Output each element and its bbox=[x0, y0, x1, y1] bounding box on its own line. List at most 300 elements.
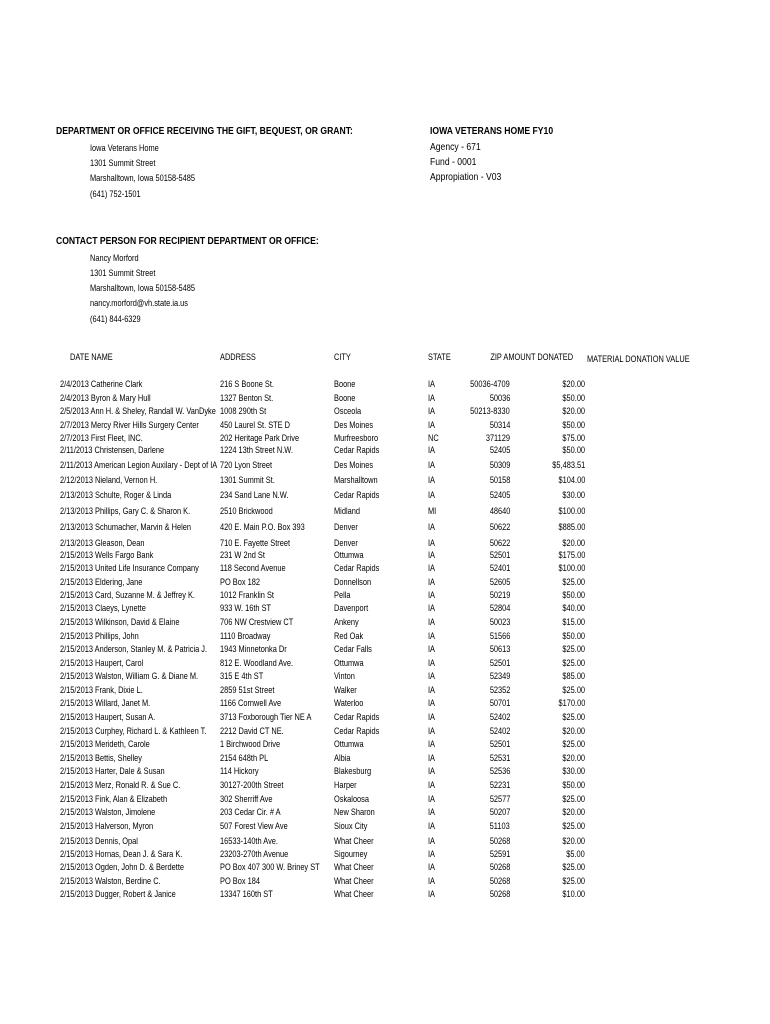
row-address: 720 Lyon Street bbox=[220, 460, 273, 471]
row-address: 1943 Minnetonka Dr bbox=[220, 644, 287, 655]
row-state: IA bbox=[428, 876, 436, 887]
row-state: IA bbox=[428, 685, 436, 696]
row-date: 2/15/2013 bbox=[60, 807, 93, 818]
row-address: 16533-140th Ave. bbox=[220, 836, 278, 847]
row-city: Denver bbox=[334, 522, 358, 533]
row-zip: 50622 bbox=[489, 522, 510, 533]
row-city: What Cheer bbox=[334, 889, 374, 900]
row-amount: $85.00 bbox=[562, 671, 585, 682]
row-date-name bbox=[60, 506, 190, 517]
row-amount: $20.00 bbox=[562, 406, 585, 417]
row-state: IA bbox=[428, 550, 436, 561]
row-amount: $175.00 bbox=[558, 550, 585, 561]
row-date-name bbox=[60, 563, 199, 574]
row-amount: $75.00 bbox=[562, 433, 585, 444]
row-zip: 52231 bbox=[489, 780, 510, 791]
row-state: IA bbox=[428, 766, 436, 777]
row-amount: $30.00 bbox=[562, 766, 585, 777]
row-date-name bbox=[60, 685, 143, 696]
row-name: United Life Insurance Company bbox=[95, 563, 199, 574]
row-date: 2/15/2013 bbox=[60, 739, 93, 750]
row-zip: 52804 bbox=[489, 603, 510, 614]
row-date: 2/15/2013 bbox=[60, 753, 93, 764]
row-date-name bbox=[60, 379, 142, 390]
row-name: American Legion Auxilary - Dept of IA bbox=[94, 460, 218, 471]
row-date-name bbox=[60, 821, 153, 832]
row-address: 1110 Broadway bbox=[220, 631, 271, 642]
row-address: 231 W 2nd St bbox=[220, 550, 265, 561]
row-date: 2/15/2013 bbox=[60, 644, 93, 655]
row-state: IA bbox=[428, 406, 436, 417]
row-state: IA bbox=[428, 522, 436, 533]
column-header-material: MATERIAL DONATION VALUE bbox=[587, 354, 690, 365]
row-zip: 52405 bbox=[489, 490, 510, 501]
row-zip: 50158 bbox=[489, 475, 510, 486]
row-date: 2/13/2013 bbox=[60, 538, 93, 549]
row-date-name bbox=[60, 794, 167, 805]
row-date-name bbox=[60, 889, 176, 900]
row-amount: $40.00 bbox=[562, 603, 585, 614]
row-date: 2/15/2013 bbox=[60, 550, 93, 561]
row-city: Ottumwa bbox=[334, 658, 364, 669]
agency-line: Fund - 0001 bbox=[430, 156, 477, 168]
row-date: 2/12/2013 bbox=[60, 475, 93, 486]
row-zip: 51103 bbox=[489, 821, 510, 832]
row-address: 23203-270th Avenue bbox=[220, 849, 289, 860]
row-name: Schulte, Roger & Linda bbox=[95, 490, 172, 501]
contact-line: nancy.morford@vh.state.ia.us bbox=[90, 298, 188, 309]
row-zip: 50622 bbox=[489, 538, 510, 549]
row-amount: $25.00 bbox=[562, 712, 585, 723]
row-name: Walston, William G. & Diane M. bbox=[95, 671, 199, 682]
row-name: Nieland, Vernon H. bbox=[95, 475, 158, 486]
row-city: Des Moines bbox=[334, 460, 374, 471]
recipient-line: (641) 752-1501 bbox=[90, 189, 141, 200]
row-city: What Cheer bbox=[334, 876, 374, 887]
row-amount: $885.00 bbox=[558, 522, 585, 533]
column-header-zip-amount: ZIP AMOUNT DONATED bbox=[490, 352, 573, 363]
row-name: Wilkinson, David & Elaine bbox=[95, 617, 180, 628]
row-name: Bettis, Shelley bbox=[95, 753, 142, 764]
row-amount: $30.00 bbox=[562, 490, 585, 501]
row-name: Harter, Dale & Susan bbox=[95, 766, 165, 777]
contact-heading: CONTACT PERSON FOR RECIPIENT DEPARTMENT OR OFFICE: bbox=[56, 235, 319, 247]
row-date-name bbox=[60, 739, 150, 750]
row-state: IA bbox=[428, 475, 436, 486]
row-date: 2/15/2013 bbox=[60, 617, 93, 628]
row-date: 2/15/2013 bbox=[60, 671, 93, 682]
row-city: Denver bbox=[334, 538, 358, 549]
row-state: IA bbox=[428, 698, 436, 709]
row-date-name bbox=[60, 550, 153, 561]
column-header-state: STATE bbox=[428, 352, 451, 363]
recipient-line: Iowa Veterans Home bbox=[90, 143, 159, 154]
row-date-name bbox=[60, 420, 199, 431]
row-zip: 52402 bbox=[489, 712, 510, 723]
row-zip: 50268 bbox=[489, 862, 510, 873]
row-state: IA bbox=[428, 393, 436, 404]
row-date: 2/15/2013 bbox=[60, 726, 93, 737]
row-zip: 50023 bbox=[489, 617, 510, 628]
row-amount: $25.00 bbox=[562, 821, 585, 832]
column-header-city: CITY bbox=[334, 352, 351, 363]
row-date: 2/7/2013 bbox=[60, 433, 89, 444]
row-zip: 52531 bbox=[489, 753, 510, 764]
row-address: 114 Hickory bbox=[220, 766, 259, 777]
row-zip: 50314 bbox=[489, 420, 510, 431]
row-name: Mercy River Hills Surgery Center bbox=[90, 420, 199, 431]
row-address: 216 S Boone St. bbox=[220, 379, 274, 390]
row-date-name bbox=[60, 445, 164, 456]
row-address: 420 E. Main P.O. Box 393 bbox=[220, 522, 305, 533]
row-city: Marshalltown bbox=[334, 475, 378, 486]
row-date-name bbox=[60, 590, 195, 601]
row-zip: 50036-4709 bbox=[470, 379, 510, 390]
row-address: 710 E. Fayette Street bbox=[220, 538, 291, 549]
row-state: IA bbox=[428, 753, 436, 764]
row-state: IA bbox=[428, 889, 436, 900]
row-address: PO Box 182 bbox=[220, 577, 260, 588]
row-name: Willard, Janet M. bbox=[95, 698, 151, 709]
row-amount: $20.00 bbox=[562, 538, 585, 549]
column-header-date-name: DATE NAME bbox=[70, 352, 113, 363]
row-amount: $50.00 bbox=[562, 590, 585, 601]
row-city: Harper bbox=[334, 780, 357, 791]
row-name: Schumacher, Marvin & Helen bbox=[95, 522, 191, 533]
row-amount: $25.00 bbox=[562, 862, 585, 873]
row-date: 2/13/2013 bbox=[60, 490, 93, 501]
row-date-name bbox=[60, 631, 139, 642]
row-amount: $25.00 bbox=[562, 739, 585, 750]
row-state: IA bbox=[428, 617, 436, 628]
row-amount: $25.00 bbox=[562, 876, 585, 887]
row-city: Walker bbox=[334, 685, 357, 696]
row-city: Blakesburg bbox=[334, 766, 372, 777]
recipient-line: 1301 Summit Street bbox=[90, 158, 156, 169]
row-city: Sigourney bbox=[334, 849, 368, 860]
row-amount: $5,483.51 bbox=[552, 460, 585, 471]
row-address: 812 E. Woodland Ave. bbox=[220, 658, 294, 669]
row-address: 13347 160th ST bbox=[220, 889, 273, 900]
row-zip: 52577 bbox=[489, 794, 510, 805]
row-address: 1008 290th St bbox=[220, 406, 267, 417]
row-date-name bbox=[60, 406, 216, 417]
contact-line: (641) 844-6329 bbox=[90, 314, 141, 325]
row-date: 2/15/2013 bbox=[60, 658, 93, 669]
row-name: Hornas, Dean J. & Sara K. bbox=[95, 849, 183, 860]
row-address: PO Box 184 bbox=[220, 876, 260, 887]
row-state: IA bbox=[428, 712, 436, 723]
row-address: 2510 Brickwood bbox=[220, 506, 273, 517]
row-zip: 52401 bbox=[489, 563, 510, 574]
row-date: 2/4/2013 bbox=[60, 379, 89, 390]
row-name: Phillips, Gary C. & Sharon K. bbox=[95, 506, 191, 517]
row-date: 2/15/2013 bbox=[60, 836, 93, 847]
row-city: Murfreesboro bbox=[334, 433, 379, 444]
agency-title: IOWA VETERANS HOME FY10 bbox=[430, 125, 554, 137]
row-city: Davenport bbox=[334, 603, 369, 614]
row-date-name bbox=[60, 433, 143, 444]
row-city: Waterloo bbox=[334, 698, 364, 709]
row-name: Claeys, Lynette bbox=[95, 603, 146, 614]
row-date: 2/15/2013 bbox=[60, 862, 93, 873]
row-name: Phillips, John bbox=[95, 631, 139, 642]
row-state: IA bbox=[428, 577, 436, 588]
row-date: 2/15/2013 bbox=[60, 889, 93, 900]
row-date: 2/11/2013 bbox=[60, 445, 93, 456]
row-zip: 50213-8330 bbox=[470, 406, 510, 417]
row-zip: 50268 bbox=[489, 889, 510, 900]
agency-line: Appropiation - V03 bbox=[430, 171, 502, 183]
row-city: What Cheer bbox=[334, 862, 374, 873]
row-date: 2/15/2013 bbox=[60, 698, 93, 709]
row-name: Walston, Berdine C. bbox=[95, 876, 161, 887]
row-city: Cedar Rapids bbox=[334, 726, 380, 737]
row-date-name bbox=[60, 836, 138, 847]
row-state: IA bbox=[428, 862, 436, 873]
row-state: IA bbox=[428, 671, 436, 682]
row-address: 1 Birchwood Drive bbox=[220, 739, 281, 750]
row-state: IA bbox=[428, 590, 436, 601]
row-state: IA bbox=[428, 490, 436, 501]
row-amount: $50.00 bbox=[562, 780, 585, 791]
row-zip: 50219 bbox=[489, 590, 510, 601]
row-name: Dugger, Robert & Janice bbox=[95, 889, 176, 900]
row-date: 2/15/2013 bbox=[60, 712, 93, 723]
row-name: Anderson, Stanley M. & Patricia J. bbox=[94, 644, 208, 655]
row-state: IA bbox=[428, 739, 436, 750]
row-date: 2/15/2013 bbox=[60, 685, 93, 696]
row-date-name bbox=[60, 753, 142, 764]
row-date: 2/5/2013 bbox=[60, 406, 89, 417]
row-date: 2/15/2013 bbox=[60, 876, 93, 887]
row-city: Oskaloosa bbox=[334, 794, 370, 805]
row-zip: 52501 bbox=[489, 658, 510, 669]
row-city: Cedar Rapids bbox=[334, 490, 380, 501]
row-state: IA bbox=[428, 379, 436, 390]
row-amount: $100.00 bbox=[558, 563, 585, 574]
row-address: 202 Heritage Park Drive bbox=[220, 433, 300, 444]
row-city: Osceola bbox=[334, 406, 362, 417]
row-name: Fink, Alan & Elizabeth bbox=[95, 794, 168, 805]
row-amount: $20.00 bbox=[562, 836, 585, 847]
row-zip: 50309 bbox=[489, 460, 510, 471]
row-state: NC bbox=[428, 433, 439, 444]
column-header-address: ADDRESS bbox=[220, 352, 256, 363]
row-date-name bbox=[60, 849, 182, 860]
row-name: Wells Fargo Bank bbox=[95, 550, 154, 561]
agency-line: Agency - 671 bbox=[430, 141, 481, 153]
row-amount: $10.00 bbox=[562, 889, 585, 900]
row-state: IA bbox=[428, 794, 436, 805]
row-city: Cedar Falls bbox=[334, 644, 372, 655]
row-date-name bbox=[60, 393, 151, 404]
row-state: IA bbox=[428, 780, 436, 791]
row-amount: $25.00 bbox=[562, 794, 585, 805]
row-city: Boone bbox=[334, 379, 356, 390]
row-name: Frank, Dixie L. bbox=[95, 685, 143, 696]
row-zip: 52349 bbox=[489, 671, 510, 682]
row-address: 1166 Cornwell Ave bbox=[220, 698, 282, 709]
row-date: 2/7/2013 bbox=[60, 420, 89, 431]
row-city: Cedar Rapids bbox=[334, 445, 380, 456]
row-amount: $20.00 bbox=[562, 807, 585, 818]
row-city: Pella bbox=[334, 590, 351, 601]
row-zip: 48640 bbox=[489, 506, 510, 517]
row-amount: $50.00 bbox=[562, 445, 585, 456]
row-name: Haupert, Carol bbox=[95, 658, 144, 669]
row-zip: 52536 bbox=[489, 766, 510, 777]
row-name: Gleason, Dean bbox=[95, 538, 145, 549]
row-address: 507 Forest View Ave bbox=[220, 821, 288, 832]
row-city: Ottumwa bbox=[334, 739, 364, 750]
row-state: IA bbox=[428, 658, 436, 669]
row-date: 2/15/2013 bbox=[60, 780, 93, 791]
row-name: Halverson, Myron bbox=[95, 821, 154, 832]
row-date-name bbox=[60, 780, 180, 791]
row-name: Curphey, Richard L. & Kathleen T. bbox=[95, 726, 207, 737]
row-date: 2/4/2013 bbox=[60, 393, 89, 404]
row-zip: 50036 bbox=[489, 393, 510, 404]
row-amount: $50.00 bbox=[562, 631, 585, 642]
row-address: 30127-200th Street bbox=[220, 780, 284, 791]
row-date-name bbox=[60, 862, 184, 873]
row-zip: 50613 bbox=[489, 644, 510, 655]
row-city: Vinton bbox=[334, 671, 355, 682]
row-zip: 52591 bbox=[489, 849, 510, 860]
row-amount: $50.00 bbox=[562, 393, 585, 404]
row-name: Byron & Mary Hull bbox=[90, 393, 151, 404]
row-city: Cedar Rapids bbox=[334, 563, 380, 574]
row-address: 2212 David CT NE. bbox=[220, 726, 284, 737]
row-name: Ogden, John D. & Berdette bbox=[95, 862, 185, 873]
row-date: 2/15/2013 bbox=[60, 794, 93, 805]
row-date: 2/15/2013 bbox=[60, 821, 93, 832]
row-date: 2/15/2013 bbox=[60, 766, 93, 777]
row-city: Ottumwa bbox=[334, 550, 364, 561]
row-amount: $25.00 bbox=[562, 577, 585, 588]
row-date-name bbox=[60, 671, 198, 682]
row-amount: $25.00 bbox=[562, 658, 585, 669]
row-state: IA bbox=[428, 807, 436, 818]
row-address: 234 Sand Lane N.W. bbox=[220, 490, 289, 501]
row-date-name bbox=[60, 617, 179, 628]
row-name: Dennis, Opal bbox=[95, 836, 138, 847]
row-zip: 51566 bbox=[489, 631, 510, 642]
row-name: Eldering, Jane bbox=[95, 577, 143, 588]
row-date-name bbox=[60, 577, 142, 588]
row-name: Catherine Clark bbox=[90, 379, 143, 390]
row-address: 2859 51st Street bbox=[220, 685, 275, 696]
row-date: 2/15/2013 bbox=[60, 603, 93, 614]
row-state: IA bbox=[428, 445, 436, 456]
row-state: IA bbox=[428, 726, 436, 737]
row-city: Red Oak bbox=[334, 631, 364, 642]
row-date-name bbox=[60, 603, 146, 614]
row-state: IA bbox=[428, 420, 436, 431]
row-city: Sioux City bbox=[334, 821, 368, 832]
row-address: 315 E 4th ST bbox=[220, 671, 264, 682]
row-address: 1301 Summit St. bbox=[220, 475, 275, 486]
row-date: 2/15/2013 bbox=[60, 849, 93, 860]
contact-line: Nancy Morford bbox=[90, 253, 139, 264]
row-zip: 52352 bbox=[489, 685, 510, 696]
row-amount: $5.00 bbox=[566, 849, 585, 860]
row-zip: 50207 bbox=[489, 807, 510, 818]
recipient-line: Marshalltown, Iowa 50158-5485 bbox=[90, 173, 196, 184]
row-city: Donnellson bbox=[334, 577, 372, 588]
row-state: IA bbox=[428, 821, 436, 832]
row-name: Ann H. & Sheley, Randall W. VanDyke bbox=[90, 406, 216, 417]
row-name: Merz, Ronald R. & Sue C. bbox=[95, 780, 181, 791]
row-address: 3713 Foxborough Tier NE A bbox=[220, 712, 312, 723]
row-city: Midland bbox=[334, 506, 360, 517]
row-amount: $20.00 bbox=[562, 379, 585, 390]
row-city: Cedar Rapids bbox=[334, 712, 380, 723]
row-date: 2/15/2013 bbox=[60, 577, 93, 588]
row-date-name bbox=[60, 522, 191, 533]
row-address: 1224 13th Street N.W. bbox=[220, 445, 293, 456]
row-name: Card, Suzanne M. & Jeffrey K. bbox=[95, 590, 195, 601]
row-date-name bbox=[60, 658, 143, 669]
row-date-name bbox=[60, 644, 207, 655]
row-amount: $25.00 bbox=[562, 685, 585, 696]
row-date-name bbox=[60, 538, 144, 549]
row-address: 203 Cedar Cir. # A bbox=[220, 807, 281, 818]
row-date: 2/11/2013 bbox=[60, 460, 93, 471]
row-state: IA bbox=[428, 644, 436, 655]
row-city: Albia bbox=[334, 753, 351, 764]
row-zip: 52405 bbox=[489, 445, 510, 456]
row-address: 2154 648th PL bbox=[220, 753, 269, 764]
row-zip: 52501 bbox=[489, 550, 510, 561]
row-address: 1012 Franklin St bbox=[220, 590, 274, 601]
row-amount: $20.00 bbox=[562, 753, 585, 764]
row-state: IA bbox=[428, 538, 436, 549]
row-date-name bbox=[60, 490, 171, 501]
row-zip: 50268 bbox=[489, 836, 510, 847]
row-date-name bbox=[60, 460, 217, 471]
row-date-name bbox=[60, 807, 155, 818]
recipient-heading: DEPARTMENT OR OFFICE RECEIVING THE GIFT, BEQUEST, OR GRANT: bbox=[56, 125, 353, 137]
row-date: 2/13/2013 bbox=[60, 506, 93, 517]
row-city: Boone bbox=[334, 393, 356, 404]
row-zip: 50701 bbox=[489, 698, 510, 709]
row-amount: $25.00 bbox=[562, 644, 585, 655]
row-amount: $50.00 bbox=[562, 420, 585, 431]
row-amount: $170.00 bbox=[558, 698, 585, 709]
row-city: New Sharon bbox=[334, 807, 375, 818]
row-date: 2/15/2013 bbox=[60, 631, 93, 642]
row-amount: $20.00 bbox=[562, 726, 585, 737]
row-date-name bbox=[60, 698, 150, 709]
row-date: 2/13/2013 bbox=[60, 522, 93, 533]
row-city: Ankeny bbox=[334, 617, 359, 628]
row-address: 450 Laurel St. STE D bbox=[220, 420, 291, 431]
row-address: 302 Sherriff Ave bbox=[220, 794, 273, 805]
row-name: Haupert, Susan A. bbox=[95, 712, 156, 723]
row-state: IA bbox=[428, 603, 436, 614]
row-zip: 50268 bbox=[489, 876, 510, 887]
row-state: IA bbox=[428, 849, 436, 860]
row-date: 2/15/2013 bbox=[60, 590, 93, 601]
row-state: IA bbox=[428, 460, 436, 471]
row-date-name bbox=[60, 726, 206, 737]
row-date-name bbox=[60, 876, 161, 887]
row-zip: 371129 bbox=[485, 433, 510, 444]
row-amount: $100.00 bbox=[558, 506, 585, 517]
row-address: 933 W. 16th ST bbox=[220, 603, 272, 614]
